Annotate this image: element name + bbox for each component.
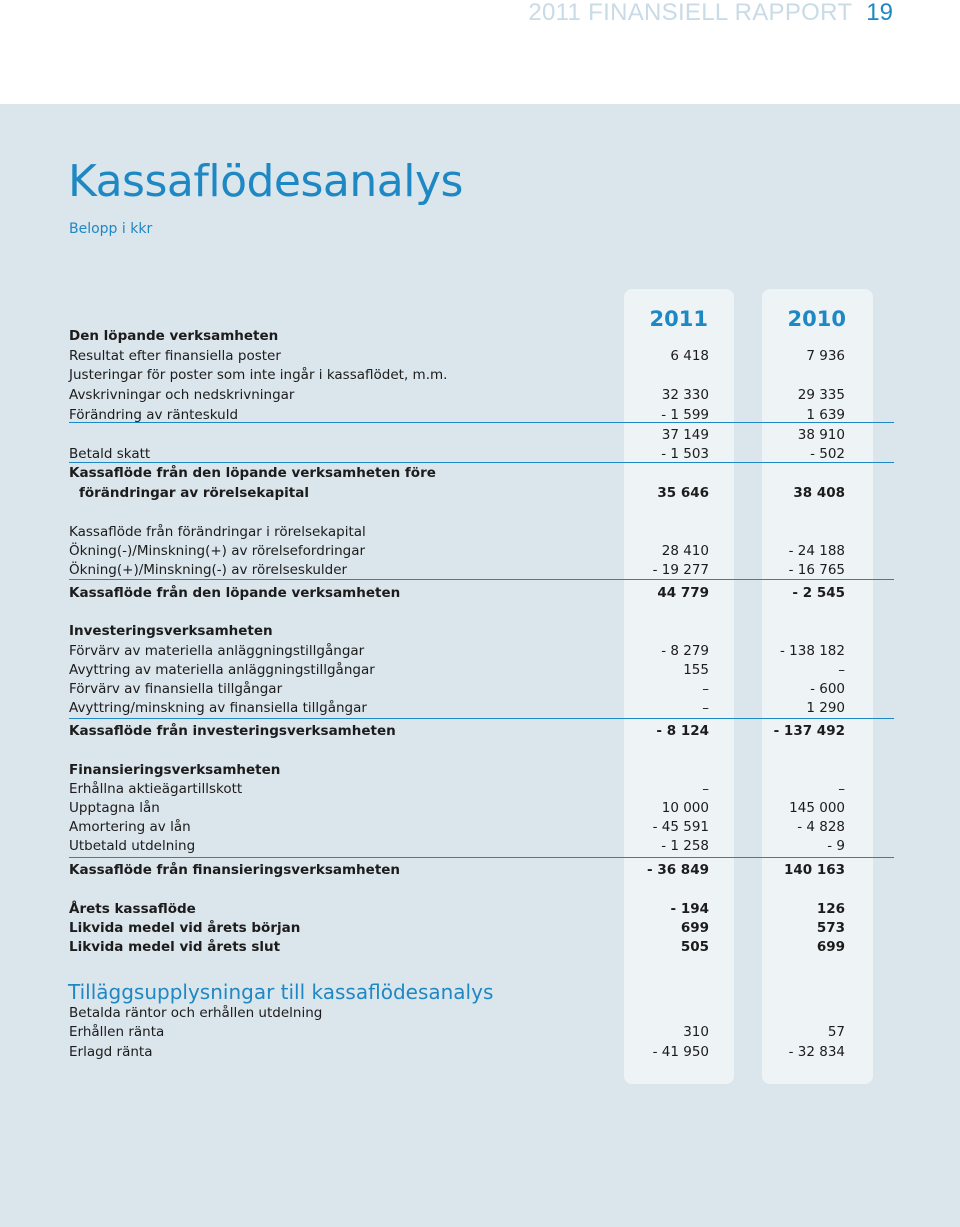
table-row	[69, 938, 845, 957]
row-label: Kassaflöde från finansieringsverksamheten	[69, 862, 401, 878]
value-2011: –	[702, 681, 709, 697]
value-2011: 32 330	[661, 387, 709, 403]
value-2011: 6 418	[670, 348, 709, 364]
sum-rule	[69, 462, 894, 463]
table-row	[69, 386, 845, 405]
row-label: Förvärv av materiella anläggningstillgångar	[69, 643, 365, 659]
table-row	[69, 861, 845, 880]
table-row	[69, 900, 845, 919]
report-title: 2011 FINANSIELL RAPPORT	[528, 0, 853, 26]
table-row	[69, 366, 845, 385]
row-label: Avyttring av materiella anläggningstillgångar	[69, 662, 375, 678]
row-label: Avyttring/minskning av finansiella tillgångar	[69, 700, 367, 716]
value-2010: 7 936	[806, 348, 845, 364]
row-label: Kassaflöde från den löpande verksamheten före	[69, 465, 436, 481]
value-2010: - 4 828	[797, 819, 845, 835]
value-2011: –	[702, 781, 709, 797]
value-2010: –	[838, 781, 845, 797]
row-label: Kassaflöde från förändringar i rörelsekapital	[69, 524, 366, 540]
value-2010: 573	[816, 920, 845, 936]
value-2010: 126	[816, 901, 845, 917]
table-row	[69, 799, 845, 818]
value-2010: - 600	[810, 681, 845, 697]
page-header	[528, 0, 893, 30]
row-label: Amortering av lån	[69, 819, 191, 835]
value-2010: 29 335	[797, 387, 845, 403]
value-2011: - 36 849	[647, 862, 709, 878]
row-label: Årets kassaflöde	[69, 901, 196, 917]
table-row	[69, 1004, 845, 1023]
table-row	[69, 542, 845, 561]
row-label: Betald skatt	[69, 446, 151, 462]
row-label: Likvida medel vid årets slut	[69, 939, 281, 955]
value-2011: 35 646	[657, 485, 709, 501]
sum-rule	[69, 579, 894, 580]
row-label: Ökning(-)/Minskning(+) av rörelsefordringar	[69, 543, 366, 559]
table-row	[69, 761, 845, 780]
value-2010: - 502	[810, 446, 845, 462]
row-label: Justeringar för poster som inte ingår i kassaflödet, m.m.	[69, 367, 448, 383]
table-row	[69, 680, 845, 699]
table-row	[69, 837, 845, 856]
value-2010: - 9	[827, 838, 845, 854]
row-label: Utbetald utdelning	[69, 838, 196, 854]
row-label: Betalda räntor och erhållen utdelning	[69, 1005, 323, 1021]
row-label: Investeringsverksamheten	[69, 623, 273, 639]
table-row	[69, 642, 845, 661]
page-subtitle: Belopp i kkr	[69, 221, 153, 237]
value-2011: –	[702, 700, 709, 716]
value-2011: 155	[683, 662, 709, 678]
value-2010: - 32 834	[788, 1044, 845, 1060]
value-2010: - 24 188	[788, 543, 845, 559]
value-2010: - 16 765	[788, 562, 845, 578]
value-2011: - 45 591	[652, 819, 709, 835]
row-label: Likvida medel vid årets början	[69, 920, 301, 936]
table-row	[69, 347, 845, 366]
table-row	[69, 919, 845, 938]
value-2010: –	[838, 662, 845, 678]
year-header-2011: 2011	[649, 307, 708, 331]
page-number: 19	[866, 0, 893, 26]
row-label: förändringar av rörelsekapital	[79, 485, 309, 501]
table-row	[69, 818, 845, 837]
value-2011: - 1 503	[661, 446, 709, 462]
row-label: Erhållna aktieägartillskott	[69, 781, 243, 797]
value-2010: 140 163	[783, 862, 845, 878]
row-label: Kassaflöde från investeringsverksamheten	[69, 723, 396, 739]
value-2010: 57	[827, 1024, 845, 1040]
value-2011: 44 779	[657, 585, 709, 601]
row-label: Finansieringsverksamheten	[69, 762, 281, 778]
table-row	[69, 484, 845, 503]
table-row	[69, 1023, 845, 1042]
value-2011: - 41 950	[652, 1044, 709, 1060]
value-2011: - 8 279	[661, 643, 709, 659]
row-label: Förändring av ränteskuld	[69, 407, 239, 423]
sum-rule	[69, 718, 894, 719]
value-2011: 505	[680, 939, 709, 955]
table-row	[69, 699, 845, 718]
value-2011: - 194	[670, 901, 709, 917]
value-2011: - 19 277	[652, 562, 709, 578]
value-2011: 310	[683, 1024, 709, 1040]
value-2011: 10 000	[661, 800, 709, 816]
table-row	[69, 327, 845, 346]
table-row	[69, 523, 845, 542]
sum-rule	[69, 422, 894, 423]
table-row	[69, 464, 845, 483]
value-2010: 1 290	[806, 700, 845, 716]
row-label: Avskrivningar och nedskrivningar	[69, 387, 295, 403]
value-2010: 38 408	[793, 485, 845, 501]
value-2010: - 137 492	[773, 723, 845, 739]
page-title: Kassaflödesanalys	[68, 156, 463, 207]
row-label: Erlagd ränta	[69, 1044, 153, 1060]
row-label: Resultat efter finansiella poster	[69, 348, 281, 364]
value-2010: 699	[816, 939, 845, 955]
value-2011: 28 410	[661, 543, 709, 559]
year-header-2010: 2010	[787, 307, 846, 331]
value-2011: 699	[680, 920, 709, 936]
table-row	[69, 426, 845, 445]
value-2011: - 1 599	[661, 407, 709, 423]
sum-rule	[69, 857, 894, 858]
value-2011: 37 149	[661, 427, 709, 443]
row-label: Förvärv av finansiella tillgångar	[69, 681, 283, 697]
table-row	[69, 722, 845, 741]
value-2010: - 138 182	[780, 643, 845, 659]
row-label: Erhållen ränta	[69, 1024, 165, 1040]
value-2011: - 8 124	[656, 723, 709, 739]
value-2010: 38 910	[797, 427, 845, 443]
row-label: Kassaflöde från den löpande verksamheten	[69, 585, 401, 601]
row-label: Ökning(+)/Minskning(-) av rörelseskulder	[69, 562, 348, 578]
value-2010: - 2 545	[792, 585, 845, 601]
table-row	[69, 584, 845, 603]
value-2011: - 1 258	[661, 838, 709, 854]
table-row	[69, 1043, 845, 1062]
table-row	[69, 561, 845, 580]
table-row	[69, 622, 845, 641]
row-label: Den löpande verksamheten	[69, 328, 279, 344]
supplement-title: Tilläggsupplysningar till kassaflödesanalys	[68, 980, 494, 1004]
row-label: Upptagna lån	[69, 800, 160, 816]
value-2010: 145 000	[789, 800, 845, 816]
table-row	[69, 661, 845, 680]
value-2010: 1 639	[806, 407, 845, 423]
table-row	[69, 780, 845, 799]
